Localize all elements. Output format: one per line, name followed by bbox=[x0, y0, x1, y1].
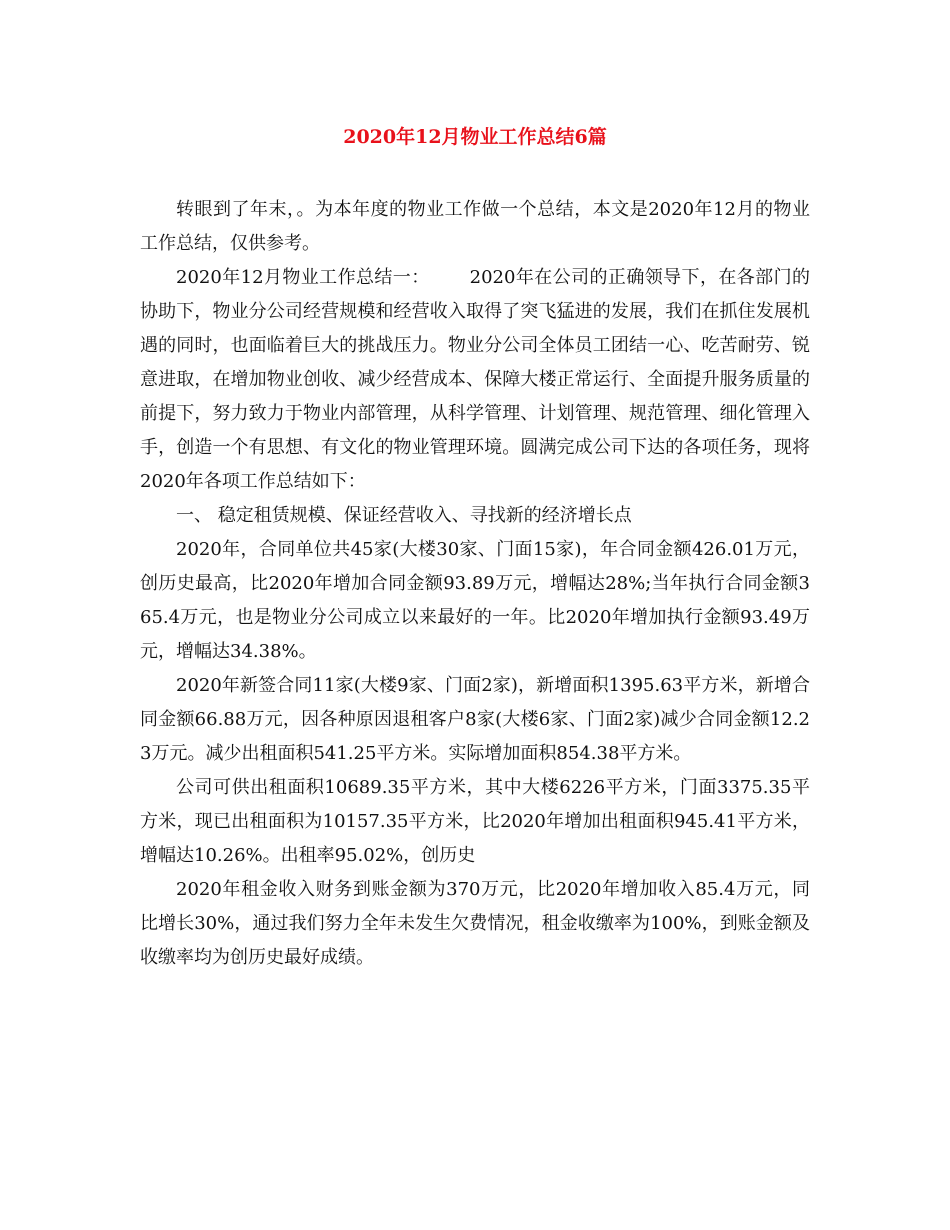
contract-paragraph bbox=[140, 533, 810, 669]
document-title: 2020年12月物业工作总结6篇 bbox=[343, 126, 607, 148]
paragraph-text: 2020年租金收入财务到账金额为370万元，比2020年增加收入85.4万元，同比增长30%，通过我们努力全年未发生欠费情况，租金收缴率为100%，到账金额及收缴率均为创历史最好成绩。 bbox=[140, 879, 810, 968]
section-heading: 2020年12月物业工作总结一： bbox=[176, 267, 430, 288]
paragraph-text: 转眼到了年末，。为本年度的物业工作做一个总结，本文是2020年12月的物业工作总结，仅供参考。 bbox=[140, 199, 810, 254]
paragraph-text: 公司可供出租面积10689.35平方米，其中大楼6226平方米，门面3375.35平方米，现已出租面积为10157.35平方米，比2020年增加出租面积945.41平方米，增幅达10.26%。出租率95.02%，创历史 bbox=[140, 777, 810, 866]
rent-income-paragraph bbox=[140, 873, 810, 975]
document-body bbox=[140, 193, 810, 975]
paragraph-text: 2020年新签合同11家(大楼9家、门面2家)，新增面积1395.63平方米，新增合同金额66.88万元，因各种原因退租客户8家(大楼6家、门面2家)减少合同金额12.23万元。减少出租面积541.25平方米。实际增加面积854.38平方米。 bbox=[140, 675, 810, 764]
paragraph-text: 2020年，合同单位共45家(大楼30家、门面15家)，年合同金额426.01万元，创历史最高，比2020年增加合同金额93.89万元，增幅达28%;当年执行合同金额365.4万元，也是物业分公司成立以来最好的一年。比2020年增加执行金额93.49万元，增幅达34.38%。 bbox=[140, 539, 810, 662]
paragraph-text: 一、 稳定租赁规模、保证经营收入、寻找新的经济增长点 bbox=[176, 505, 632, 526]
paragraph-text: 2020年在公司的正确领导下，在各部门的协助下，物业分公司经营规模和经营收入取得了突飞猛进的发展，我们在抓住发展机遇的同时，也面临着巨大的挑战压力。物业分公司全体员工团结一心、吃苦耐劳、锐意进取，在增加物业创收、减少经营成本、保障大楼正常运行、全面提升服务质量的前提下，努力致力于物业内部管理，从科学管理、计划管理、规范管理、细化管理入手，创造一个有思想、有文化的物业管理环境。圆满完成公司下达的各项任务，现将2020年各项工作总结如下： bbox=[140, 267, 811, 492]
rental-area-paragraph bbox=[140, 771, 810, 873]
summary-one-paragraph bbox=[140, 261, 810, 499]
intro-paragraph bbox=[140, 193, 810, 261]
subsection-heading bbox=[140, 499, 810, 533]
new-contract-paragraph bbox=[140, 669, 810, 771]
